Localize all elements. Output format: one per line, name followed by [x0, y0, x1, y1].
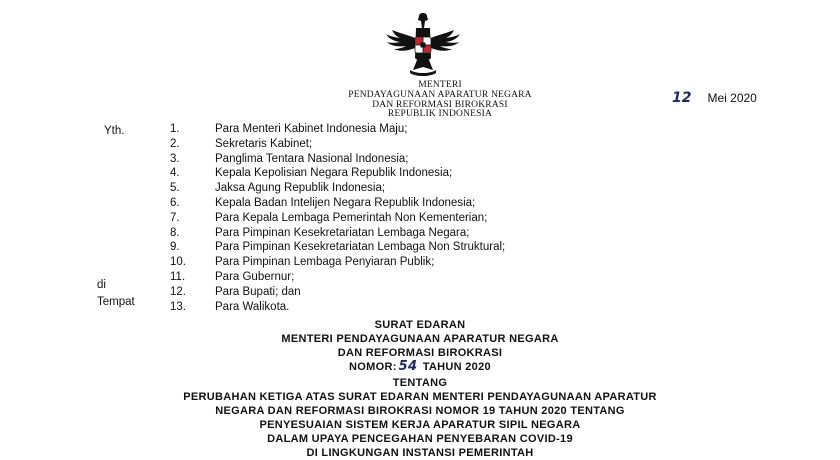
list-item-number: 8. [170, 226, 180, 239]
list-item-number: 3. [170, 152, 180, 165]
circular-number [100, 360, 740, 374]
list-item-number: 9. [170, 241, 180, 254]
date-day-handwritten: 12 [672, 90, 692, 106]
list-item [170, 181, 505, 196]
ministry-heading-line: DAN REFORMASI BIROKRASI [372, 99, 508, 110]
list-item-text: Sekretaris Kabinet; [215, 137, 313, 150]
list-item-number: 7. [170, 211, 180, 224]
list-item-text: Para Pimpinan Kesekretariatan Lembaga Negara; [215, 226, 470, 239]
list-item-number: 1. [170, 123, 180, 135]
list-item [170, 166, 505, 181]
list-item [170, 270, 505, 285]
list-item [170, 122, 505, 137]
circular-subject [100, 376, 740, 460]
nomor-prefix: NOMOR: [349, 361, 397, 373]
list-item [170, 152, 505, 167]
subject-line: PENYESUAIAN SISTEM KERJA APARATUR SIPIL NEGARA [259, 419, 581, 431]
tentang-label: TENTANG [392, 377, 448, 389]
ministry-heading-line: MENTERI [418, 80, 462, 90]
subject-line: DI LINGKUNGAN INSTANSI PEMERINTAH [306, 447, 534, 459]
circular-title [100, 318, 740, 374]
ministry-heading [300, 81, 580, 120]
tempat-label: Tempat [97, 296, 135, 308]
list-item [170, 196, 505, 211]
list-item [170, 285, 505, 300]
list-item [170, 226, 505, 241]
list-item-number: 6. [170, 196, 180, 209]
list-item [170, 211, 505, 226]
letter-date [672, 90, 757, 106]
list-item-text: Panglima Tentara Nasional Indonesia; [215, 152, 409, 165]
garuda-pancasila-emblem-icon [384, 10, 462, 78]
ministry-heading-line: REPUBLIK INDONESIA [387, 109, 493, 120]
subject-line: NEGARA DAN REFORMASI BIROKRASI NOMOR 19 TAHUN 2020 TENTANG [215, 405, 625, 417]
list-item-text: Kepala Kepolisian Negara Republik Indonesia; [215, 167, 453, 180]
nomor-suffix: TAHUN 2020 [422, 361, 491, 373]
list-item-text: Kepala Badan Intelijen Negara Republik Indonesia; [215, 196, 476, 209]
recipient-list [170, 122, 505, 314]
list-item [170, 137, 505, 152]
di-label: di [97, 279, 106, 291]
list-item-number: 2. [170, 137, 180, 150]
list-item [170, 255, 505, 270]
nomor-number-handwritten: 54 [398, 359, 418, 374]
circular-title-line: DAN REFORMASI BIROKRASI [337, 347, 503, 359]
list-item-text: Para Walikota. [215, 300, 290, 313]
list-item-text: Para Menteri Kabinet Indonesia Maju; [215, 123, 408, 135]
list-item-text: Para Bupati; dan [215, 285, 301, 298]
list-item-number: 11. [170, 270, 186, 283]
date-month-year: Mei 2020 [707, 91, 757, 105]
list-item-number: 4. [170, 167, 180, 180]
subject-line: PERUBAHAN KETIGA ATAS SURAT EDARAN MENTERI PENDAYAGUNAAN APARATUR [183, 391, 657, 403]
list-item-text: Para Kepala Lembaga Pemerintah Non Kementerian; [215, 211, 488, 224]
addressee-label: Yth. [104, 125, 125, 137]
list-item [170, 300, 505, 315]
list-item [170, 240, 505, 255]
list-item-number: 13. [170, 300, 186, 313]
list-item-number: 12. [170, 285, 186, 298]
ministry-heading-line: PENDAYAGUNAAN APARATUR NEGARA [348, 89, 532, 100]
circular-title-line: MENTERI PENDAYAGUNAAN APARATUR NEGARA [281, 333, 559, 345]
list-item-number: 10. [170, 256, 186, 269]
list-item-number: 5. [170, 182, 180, 195]
list-item-text: Jaksa Agung Republik Indonesia; [215, 182, 386, 195]
list-item-text: Para Pimpinan Kesekretariatan Lembaga Non Struktural; [215, 241, 506, 254]
subject-line: DALAM UPAYA PENCEGAHAN PENYEBARAN COVID-19 [267, 433, 573, 445]
list-item-text: Para Gubernur; [215, 270, 295, 283]
circular-title-line: SURAT EDARAN [374, 319, 466, 331]
list-item-text: Para Pimpinan Lembaga Penyiaran Publik; [215, 256, 435, 269]
